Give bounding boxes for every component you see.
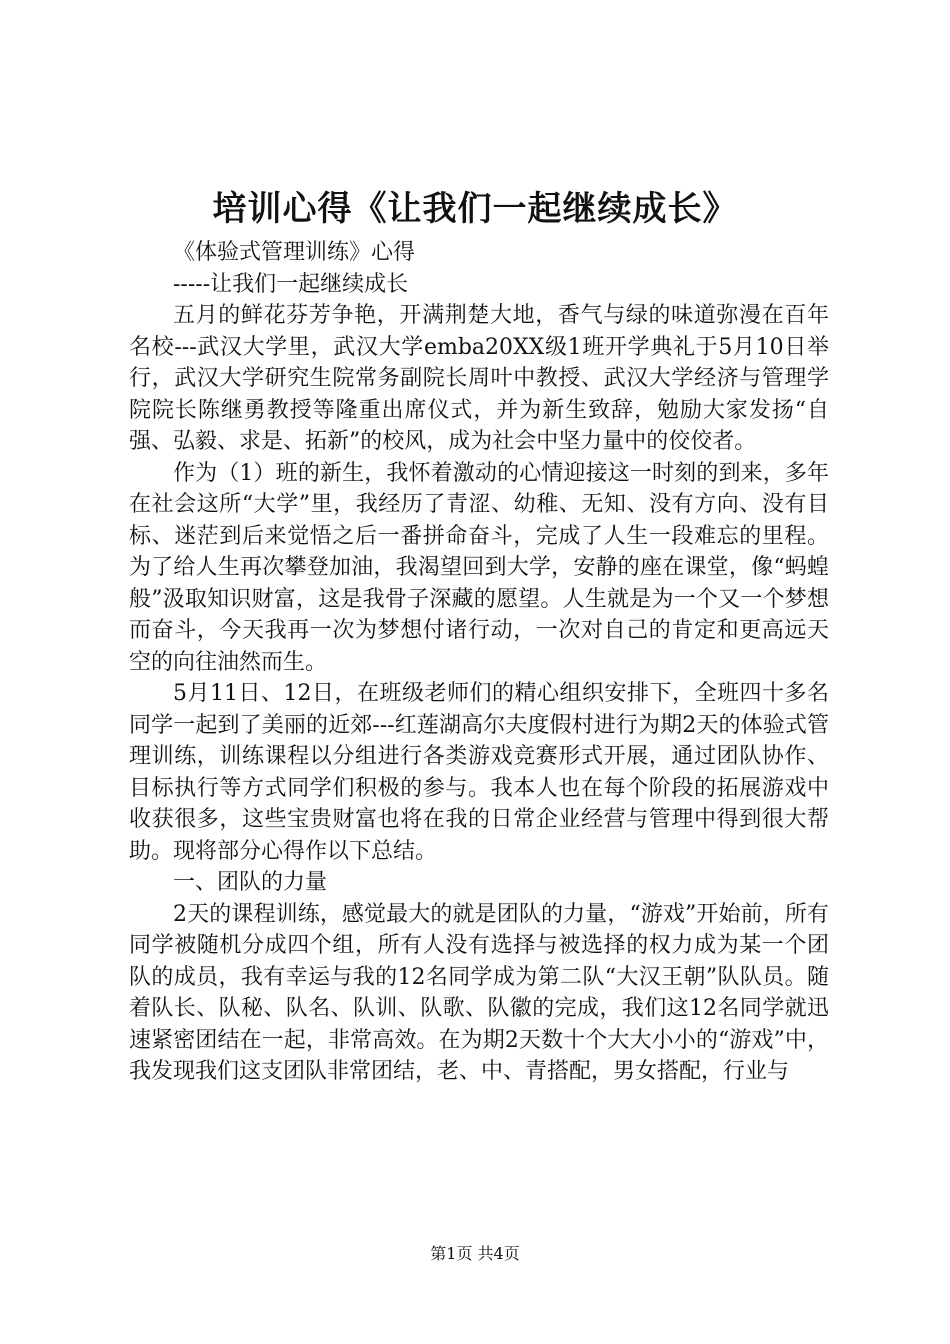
paragraph: 五月的鲜花芬芳争艳，开满荆楚大地，香气与绿的味道弥漫在百年名校---武汉大学里，武汉大学emba20XX级1班开学典礼于5月10日举行，武汉大学研究生院常务副院长周叶中教授、武汉大学经济与管理学院院长陈继勇教授等隆重出席仪式，并为新生致辞，勉励大家发扬“自强、弘毅、求是、拓新”的校风，成为社会中坚力量中的佼佼者。	[129, 303, 829, 454]
section-heading: 一、团队的力量	[173, 870, 328, 895]
subtitle-line: 《体验式管理训练》心得	[173, 240, 416, 265]
page-footer: 第1页 共4页	[430, 1244, 520, 1263]
paragraph: 2天的课程训练，感觉最大的就是团队的力量，“游戏”开始前，所有同学被随机分成四个组，所有人没有选择与被选择的权力成为某一个团队的成员，我有幸运与我的12名同学成为第二队“大汉王朝”队队员。随着队长、队秘、队名、队训、队歌、队徽的完成，我们这12名同学就迅速紧密团结在一起，非常高效。在为期2天数十个大大小小的“游戏”中，我发现我们这支团队非常团结，老、中、青搭配，男女搭配，行业与	[129, 901, 829, 1084]
paragraph: 作为（1）班的新生，我怀着激动的心情迎接这一时刻的到来，多年在社会这所“大学”里，我经历了青涩、幼稚、无知、没有方向、没有目标、迷茫到后来觉悟之后一番拼命奋斗，完成了人生一段难忘的里程。为了给人生再次攀登加油，我渴望回到大学，安静的座在课堂，像“蚂蝗般”汲取知识财富，这是我骨子深藏的愿望。人生就是为一个又一个梦想而奋斗，今天我再一次为梦想付诸行动，一次对自己的肯定和更高远天空的向往油然而生。	[129, 460, 829, 675]
subtitle-dash-line: -----让我们一起继续成长	[173, 271, 409, 297]
document-body	[129, 237, 829, 1088]
document-title: 培训心得《让我们一起继续成长》	[212, 189, 738, 229]
paragraph: 5月11日、12日，在班级老师们的精心组织安排下，全班四十多名同学一起到了美丽的近郊---红莲湖高尔夫度假村进行为期2天的体验式管理训练，训练课程以分组进行各类游戏竞赛形式开展，通过团队协作、目标执行等方式同学们积极的参与。我本人也在每个阶段的拓展游戏中收获很多，这些宝贵财富也将在我的日常企业经营与管理中得到很大帮助。现将部分心得作以下总结。	[129, 681, 829, 864]
